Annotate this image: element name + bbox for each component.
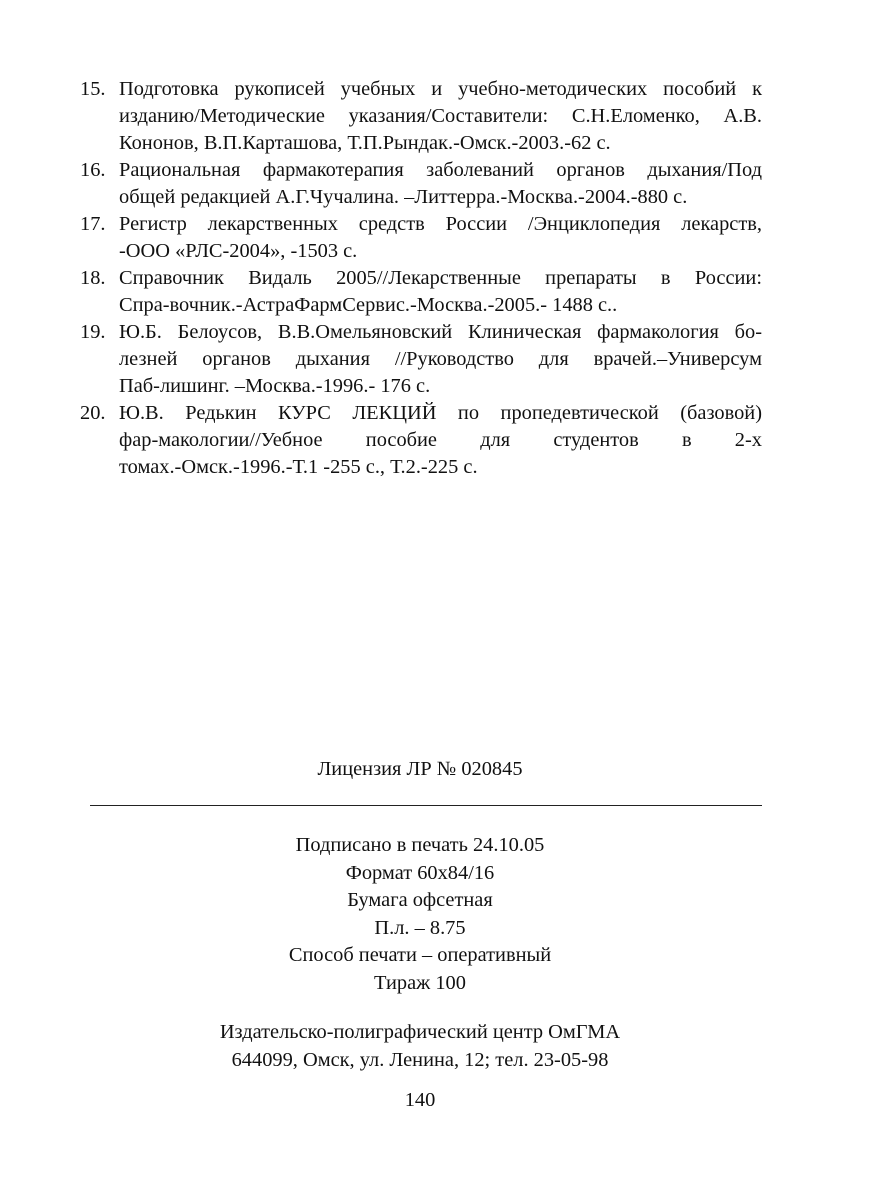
reference-number: 15. [80,78,106,100]
reference-line: Ю.В. Редькин КУРС ЛЕКЦИЙ по пропедевтической (базовой) [119,402,762,424]
imprint-format: Формат 60х84/16 [345,861,495,884]
reference-line: Подготовка рукописей учебных и учебно-методических пособий к [119,78,762,100]
reference-number: 16. [80,159,106,181]
reference-item [80,400,762,481]
reference-line: томах.-Омск.-1996.-Т.1 -255 с., Т.2.-225 с. [119,456,478,478]
reference-line: -ООО «РЛС-2004», -1503 с. [119,240,358,262]
reference-text [119,400,762,481]
imprint-block [0,832,840,997]
imprint-signed: Подписано в печать 24.10.05 [295,834,545,856]
reference-item [80,157,762,211]
reference-text [119,211,762,265]
imprint-sheets: П.л. – 8.75 [374,916,466,939]
reference-text [119,157,762,211]
reference-number: 19. [80,321,106,343]
imprint-print-method: Способ печати – оперативный [288,944,552,966]
reference-line: Кононов, В.П.Карташова, Т.П.Рындак.-Омск.-2003.-62 с. [119,132,611,154]
reference-line: Паб-лишинг. –Москва.-1996.- 176 с. [119,375,431,397]
reference-number: 18. [80,267,106,289]
publisher-block [0,1019,840,1074]
reference-item [80,265,762,319]
reference-item [80,211,762,265]
imprint-paper: Бумага офсетная [347,889,493,911]
reference-number: 20. [80,402,106,424]
page-number: 140 [404,1089,436,1111]
reference-number: 17. [80,213,106,235]
publisher-address: 644099, Омск, ул. Ленина, 12; тел. 23-05-98 [231,1048,609,1071]
publisher-name: Издательско-полиграфический центр ОмГМА [219,1021,621,1043]
reference-text [119,265,762,319]
reference-text [119,76,762,157]
reference-item [80,76,762,157]
reference-line: Ю.Б. Белоусов, В.В.Омельяновский Клиническая фармакология бо- [119,321,762,343]
reference-line: Спра-вочник.-АстраФармСервис.-Москва.-2005.- 1488 с.. [119,294,618,316]
imprint-run: Тираж 100 [374,971,466,994]
reference-item [80,319,762,400]
reference-list [80,76,762,481]
horizontal-divider [90,805,762,806]
reference-line: общей редакцией А.Г.Чучалина. –Литтерра.-Москва.-2004.-880 с. [119,186,688,208]
reference-line: фар-макологии//Уебное пособие для студентов в 2-х [119,429,762,451]
reference-line: лезней органов дыхания //Руководство для врачей.–Универсум [119,348,762,370]
reference-line: Справочник Видаль 2005//Лекарственные препараты в России: [119,267,762,289]
reference-line: Рациональная фармакотерапия заболеваний органов дыхания/Под [119,159,762,181]
license-line: Лицензия ЛР № 020845 [317,758,523,780]
reference-line: изданию/Методические указания/Составители: С.Н.Еломенко, А.В. [119,105,762,127]
reference-text [119,319,762,400]
reference-line: Регистр лекарственных средств России /Энциклопедия лекарств, [119,213,762,235]
